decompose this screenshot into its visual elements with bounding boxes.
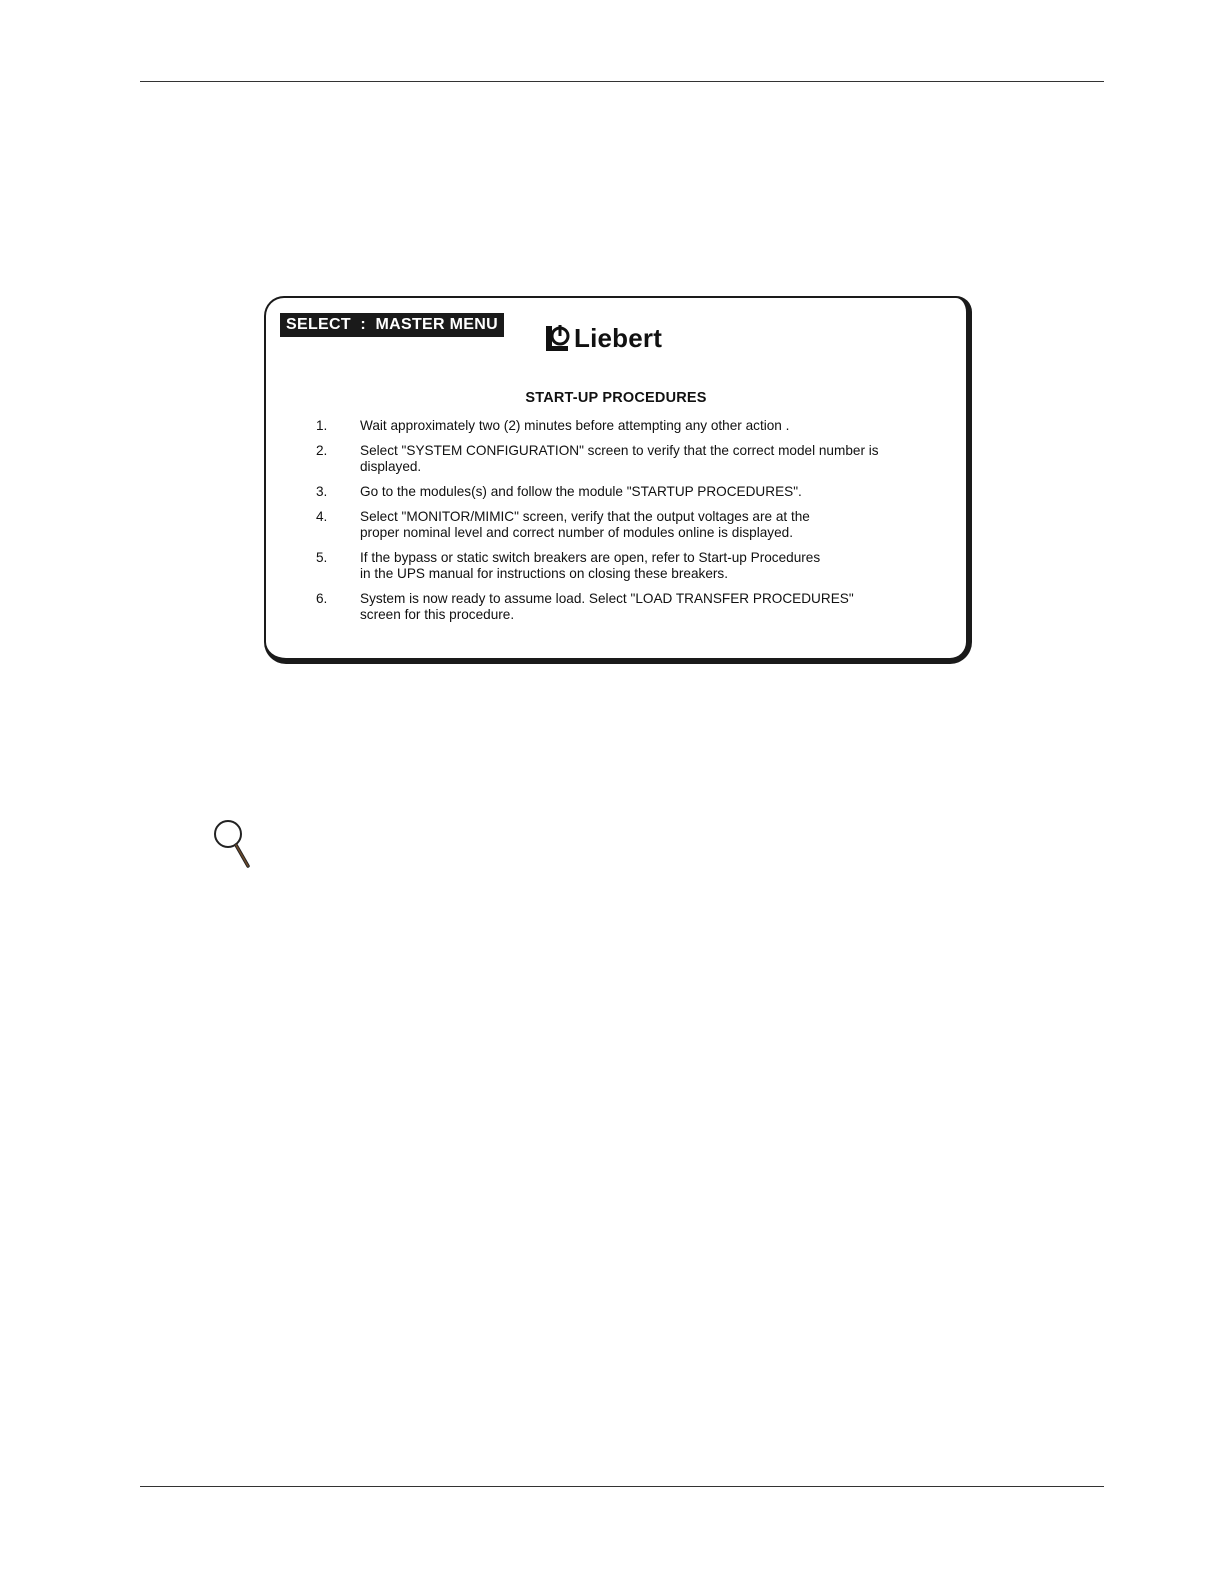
step-number: 1.	[316, 418, 328, 433]
step-number: 3.	[316, 484, 328, 499]
step-text: System is now ready to assume load. Select "LOAD TRANSFER PROCEDURES" screen for this procedure.	[360, 591, 854, 622]
step-text: Select "MONITOR/MIMIC" screen, verify that the output voltages are at the proper nominal level and correct number of modules online is displayed.	[360, 509, 810, 540]
step-number: 2.	[316, 443, 328, 458]
step-number: 5.	[316, 550, 328, 565]
step-text: Go to the modules(s) and follow the module "STARTUP PROCEDURES".	[360, 484, 802, 499]
procedure-step	[316, 418, 936, 434]
procedure-step	[316, 484, 936, 500]
footer-rule	[140, 1486, 1104, 1487]
step-text: If the bypass or static switch breakers are open, refer to Start-up Procedures in the UPS manual for instructions on closing these breakers.	[360, 550, 821, 581]
procedure-step	[316, 443, 936, 475]
step-text: Select "SYSTEM CONFIGURATION" screen to verify that the correct model number is displayed.	[360, 443, 879, 474]
procedure-step	[316, 550, 936, 582]
procedure-step	[316, 509, 936, 541]
logo-text: Liebert	[574, 322, 663, 353]
startup-procedures-screen	[264, 296, 972, 664]
select-master-menu-button[interactable]: SELECT : MASTER MENU	[280, 313, 504, 337]
procedure-list	[316, 418, 936, 632]
page-title: START-UP PROCEDURES	[525, 390, 707, 406]
step-text: Wait approximately two (2) minutes before attempting any other action .	[360, 418, 790, 433]
header-rule	[140, 81, 1104, 82]
step-number: 4.	[316, 509, 328, 524]
procedure-step	[316, 591, 936, 623]
liebert-logo-icon	[544, 324, 570, 352]
magnifying-glass-icon	[210, 814, 256, 870]
liebert-logo	[544, 318, 662, 358]
step-number: 6.	[316, 591, 328, 606]
